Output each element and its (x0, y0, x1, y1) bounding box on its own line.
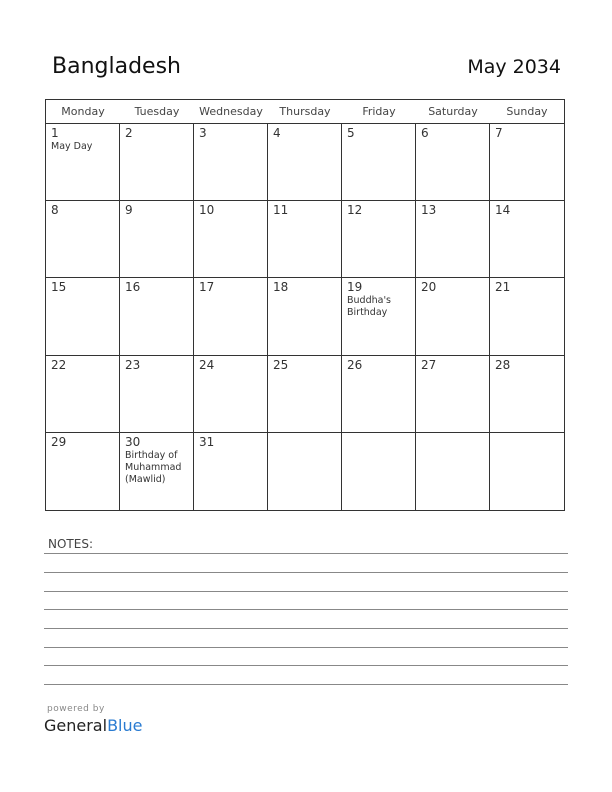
notes-line (44, 647, 568, 648)
day-number: 17 (199, 280, 215, 295)
day-number: 22 (51, 357, 67, 372)
day-cell (46, 201, 120, 278)
day-number: 11 (273, 203, 289, 218)
weekday-friday: Friday (362, 105, 396, 118)
weekday-tuesday: Tuesday (134, 105, 180, 118)
day-number: 23 (125, 357, 141, 372)
day-cell (120, 356, 194, 433)
day-number: 13 (421, 203, 437, 218)
holiday-label: Birthday of Muhammad (Mawlid) (125, 449, 182, 485)
day-cell (342, 433, 416, 510)
day-number: 6 (421, 126, 429, 140)
notes-line (44, 609, 568, 610)
calendar-grid (45, 99, 565, 511)
day-cell (268, 124, 342, 201)
day-number: 12 (347, 203, 363, 218)
day-number: 1 (51, 126, 59, 140)
day-number: 31 (199, 434, 215, 449)
weekday-monday: Monday (61, 105, 105, 118)
day-cell (490, 433, 564, 510)
day-number: 28 (495, 357, 511, 372)
day-number: 10 (199, 203, 215, 218)
day-number: 3 (199, 126, 207, 140)
brand-blue: Blue (107, 716, 143, 735)
day-cell (268, 278, 342, 355)
day-number: 19 (347, 280, 363, 295)
day-number: 14 (495, 203, 511, 218)
day-cell (194, 356, 268, 433)
day-number: 7 (495, 126, 503, 140)
day-cell (120, 124, 194, 201)
notes-line (44, 628, 568, 629)
day-number: 9 (125, 203, 133, 218)
day-cell (490, 278, 564, 355)
day-cell (46, 124, 120, 201)
notes-label: NOTES: (48, 537, 93, 551)
day-cell (342, 124, 416, 201)
day-cell (120, 201, 194, 278)
day-number: 4 (273, 126, 281, 140)
day-number: 15 (51, 280, 67, 295)
day-number: 25 (273, 357, 289, 372)
day-cell (416, 201, 490, 278)
day-cell (268, 201, 342, 278)
day-number: 18 (273, 280, 289, 295)
day-cell (46, 433, 120, 510)
day-number: 29 (51, 434, 67, 449)
day-cell (416, 124, 490, 201)
day-number: 24 (199, 357, 215, 372)
day-number: 5 (347, 126, 355, 140)
notes-line (44, 572, 568, 573)
weekday-sunday: Sunday (506, 105, 548, 118)
notes-line (44, 553, 568, 554)
weekday-wednesday: Wednesday (199, 105, 263, 118)
day-cell (46, 356, 120, 433)
powered-by-text: powered by (47, 704, 105, 714)
weekday-saturday: Saturday (428, 105, 478, 118)
day-cell (490, 356, 564, 433)
day-cell (342, 201, 416, 278)
day-number: 16 (125, 280, 141, 295)
country-title: Bangladesh (52, 54, 181, 79)
day-cell (416, 433, 490, 510)
day-cell (342, 356, 416, 433)
day-cell (342, 278, 416, 355)
day-cell (490, 201, 564, 278)
month-title: May 2034 (467, 56, 561, 78)
day-cell (416, 356, 490, 433)
holiday-label: Buddha's Birthday (347, 295, 392, 319)
brand-logo (44, 716, 142, 735)
day-cell (268, 433, 342, 510)
day-number: 26 (347, 357, 363, 372)
holiday-label: May Day (51, 141, 93, 152)
day-cell (120, 278, 194, 355)
day-cell (194, 124, 268, 201)
day-number: 2 (125, 126, 133, 140)
weekday-header (46, 100, 564, 124)
day-number: 30 (125, 434, 141, 449)
day-number: 20 (421, 280, 437, 295)
day-grid (46, 124, 564, 510)
notes-line (44, 684, 568, 685)
day-number: 21 (495, 280, 511, 295)
day-number: 27 (421, 357, 437, 372)
day-number: 8 (51, 203, 59, 218)
day-cell (268, 356, 342, 433)
day-cell (120, 433, 194, 510)
day-cell (46, 278, 120, 355)
day-cell (416, 278, 490, 355)
weekday-thursday: Thursday (279, 105, 331, 118)
day-cell (490, 124, 564, 201)
brand-general: General (44, 716, 108, 735)
notes-line (44, 665, 568, 666)
day-cell (194, 278, 268, 355)
notes-line (44, 591, 568, 592)
day-cell (194, 433, 268, 510)
day-cell (194, 201, 268, 278)
